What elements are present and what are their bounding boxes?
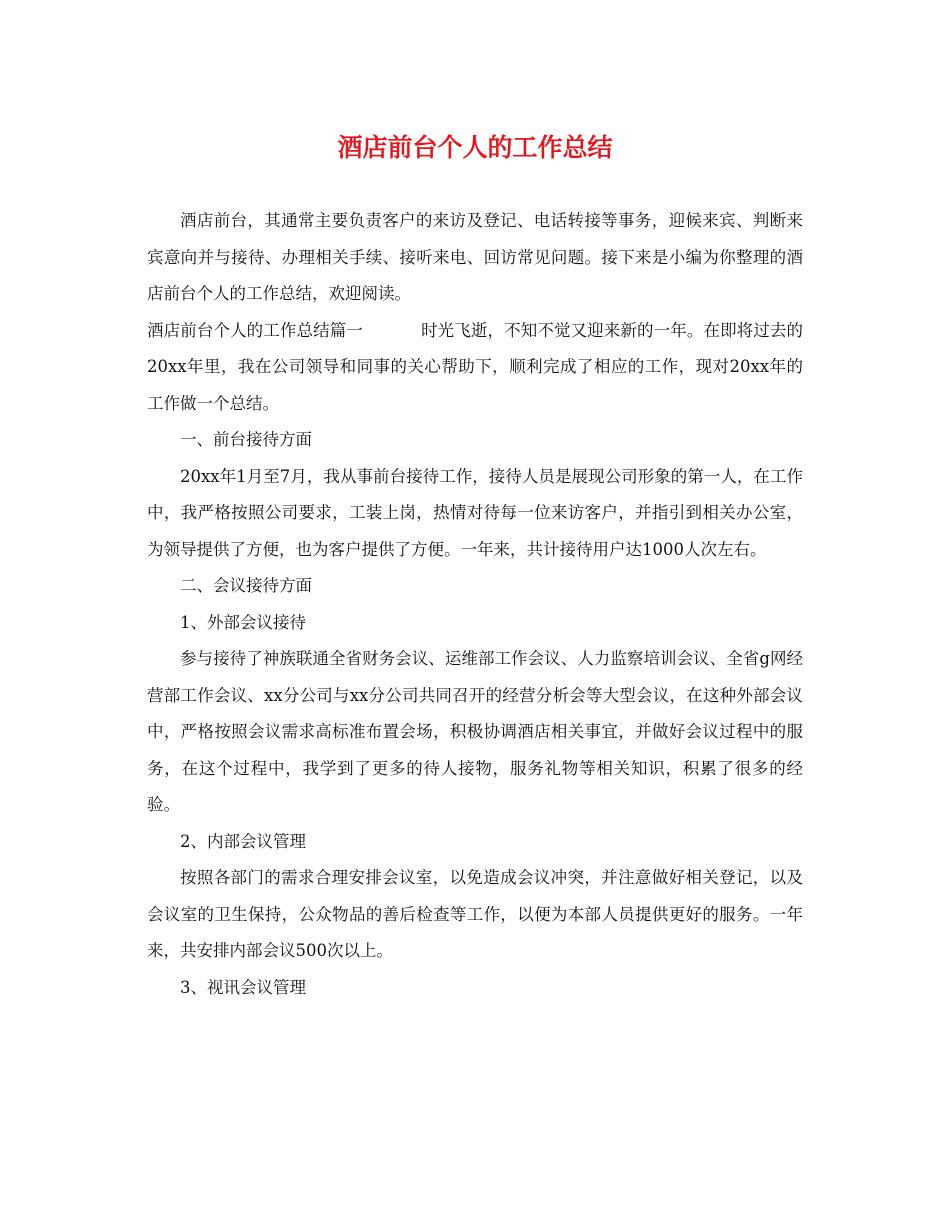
intro-paragraph: 酒店前台，其通常主要负责客户的来访及登记、电话转接等事务，迎候来宾、判断来宾意向并与接待、办理相关手续、接听来电、回访常见问题。接下来是小编为你整理的酒店前台个人的工作总结，欢迎阅读。 [147,211,803,303]
sub1-heading: 1、外部会议接待 [180,612,306,632]
section1-heading: 一、前台接待方面 [180,430,312,449]
sub1-body: 参与接待了神族联通全省财务会议、运维部工作会议、人力监察培训会议、全省g网经营部工作会议、xx分公司与xx分公司共同召开的经营分析会等大型会议，在这种外部会议中，严格按照会议需求高标准布置会场，积极协调酒店相关事宜，并做好会议过程中的服务，在这个过程中，我学到了更多的待人接物，服务礼物等相关知识，积累了很多的经验。 [147,649,803,814]
article-opening: 时光飞逝，不知不觉又迎来新的一年。在即将过去的20xx年里，我在公司领导和同事的关心帮助下，顺利完成了相应的工作，现对20xx年的工作做一个总结。 [147,320,804,413]
section2-heading: 二、会议接待方面 [180,576,312,595]
sub2-heading: 2、内部会议管理 [180,831,306,851]
article-label: 酒店前台个人的工作总结篇一 [147,320,363,340]
document-title: 酒店前台个人的工作总结 [337,133,613,162]
sub3-heading: 3、视讯会议管理 [180,977,306,997]
section1-body: 20xx年1月至7月，我从事前台接待工作，接待人员是展现公司形象的第一人，在工作中，我严格按照公司要求，工装上岗，热情对待每一位来访客户，并指引到相关办公室，为领导提供了方便，也为客户提供了方便。一年来，共计接待用户达1000人次左右。 [147,466,803,559]
document-body [147,203,803,1006]
sub2-body: 按照各部门的需求合理安排会议室，以免造成会议冲突，并注意做好相关登记，以及会议室的卫生保持，公众物品的善后检查等工作，以便为本部人员提供更好的服务。一年来，共安排内部会议500次以上。 [147,868,803,960]
article-opening-paragraph [147,313,803,423]
